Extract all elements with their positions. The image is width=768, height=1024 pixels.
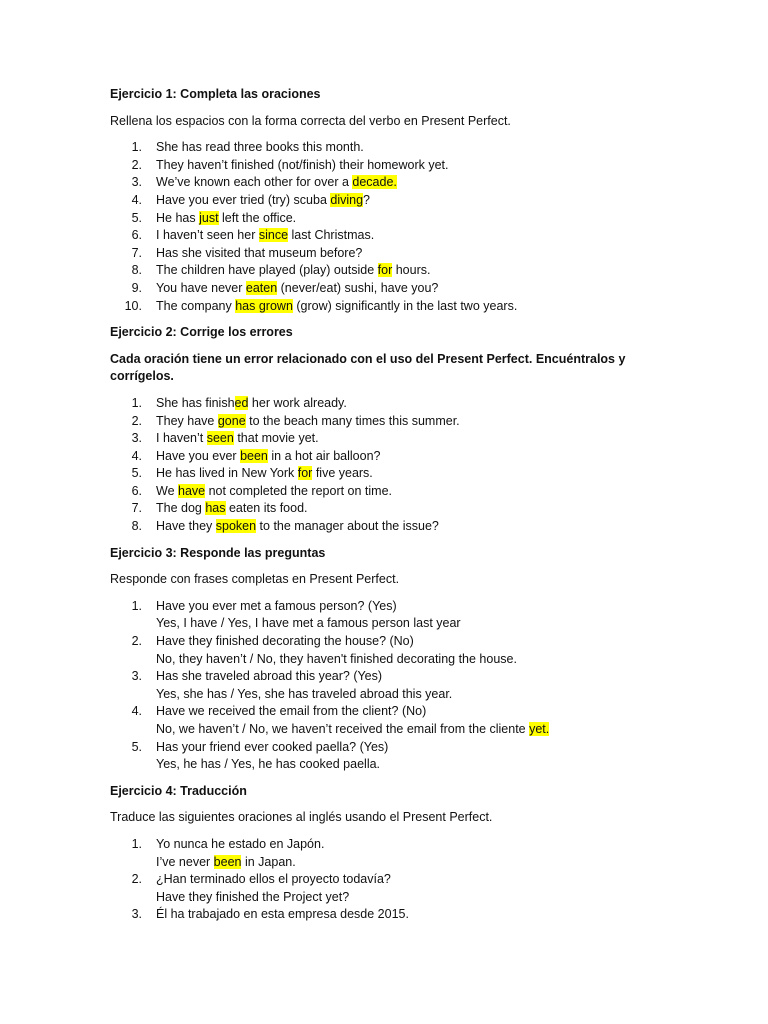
item-text: five years. [312, 466, 373, 481]
answer-text [156, 686, 650, 704]
list-item [110, 668, 650, 703]
highlighted-text: for [297, 466, 313, 481]
item-number: 1. [131, 140, 142, 155]
list-item [110, 598, 650, 633]
item-text: (grow) significantly in the last two years. [292, 298, 518, 313]
exercise-2-title: Ejercicio 2: Corrige los errores [110, 325, 293, 340]
item-text: They haven’t finished (not/finish) their homework yet. [156, 157, 449, 172]
item-number: 3. [131, 907, 142, 922]
item-text: hours. [392, 263, 431, 278]
item-text: that movie yet. [233, 431, 319, 446]
list-item [110, 157, 650, 175]
highlighted-text: just [199, 210, 219, 225]
list-item [110, 448, 650, 466]
exercise-4 [110, 783, 650, 924]
list-item [110, 739, 650, 774]
list-item [110, 245, 650, 263]
question-text: Has she traveled abroad this year? (Yes) [156, 669, 383, 684]
exercise-3-title: Ejercicio 3: Responde las preguntas [110, 545, 326, 560]
item-number: 6. [131, 228, 142, 243]
answer-part: Yes, I have / Yes, I have met a famous person last year [156, 616, 461, 631]
list-item [110, 413, 650, 431]
document-content [110, 86, 650, 933]
answer-text [156, 889, 650, 907]
exercise-1-list [110, 139, 650, 315]
question-text: Yo nunca he estado en Japón. [156, 836, 325, 851]
exercise-4-title: Ejercicio 4: Traducción [110, 783, 247, 798]
highlighted-text: diving [330, 192, 364, 207]
answer-text [156, 651, 650, 669]
highlighted-text: gone [217, 413, 246, 428]
item-text: not completed the report on time. [205, 483, 393, 498]
exercise-1-title: Ejercicio 1: Completa las oraciones [110, 87, 321, 101]
exercise-2-instruction: Cada oración tiene un error relacionado con el uso del Present Perfect. Encuéntralos y corrígelos. [110, 351, 626, 384]
list-item [110, 836, 650, 871]
item-text: We [156, 483, 178, 498]
item-text: (never/eat) sushi, have you? [277, 280, 439, 295]
item-number: 5. [131, 739, 142, 754]
list-item [110, 174, 650, 192]
item-text: You have never [156, 280, 246, 295]
item-text: left the office. [218, 210, 297, 225]
item-text: I haven’t [156, 431, 207, 446]
item-text: I haven’t seen her [156, 228, 259, 243]
item-number: 2. [131, 413, 142, 428]
highlighted-text: since [258, 228, 289, 243]
item-number: 6. [131, 483, 142, 498]
item-text: Have they [156, 519, 216, 534]
list-item [110, 906, 650, 924]
item-number: 4. [131, 704, 142, 719]
item-text: her work already. [248, 395, 347, 410]
item-number: 9. [131, 280, 142, 295]
item-number: 3. [131, 431, 142, 446]
answer-part: Yes, he has / Yes, he has cooked paella. [156, 757, 381, 772]
list-item [110, 227, 650, 245]
item-text: He has [156, 210, 200, 225]
highlighted-text: eaten [245, 280, 278, 295]
highlighted-text: decade. [352, 175, 397, 190]
item-number: 1. [131, 598, 142, 613]
exercise-1-instruction: Rellena los espacios con la forma correcta del verbo en Present Perfect. [110, 113, 511, 128]
exercise-4-list [110, 836, 650, 924]
highlighted-text: yet. [529, 722, 550, 736]
item-number: 1. [131, 836, 142, 851]
item-number: 1. [131, 395, 142, 410]
highlighted-text: spoken [215, 519, 257, 534]
list-item [110, 483, 650, 501]
list-item [110, 871, 650, 906]
answer-text [156, 756, 650, 774]
answer-text [156, 721, 650, 739]
question-text: Have you ever met a famous person? (Yes) [156, 598, 397, 613]
item-number: 7. [131, 245, 142, 260]
item-text: The company [156, 298, 236, 313]
answer-text [156, 615, 650, 633]
item-text: The children have played (play) outside [156, 263, 378, 278]
answer-part: No, we haven’t / No, we haven’t received the email from the cliente [156, 722, 530, 736]
item-text: to the manager about the issue? [256, 519, 439, 534]
exercise-2 [110, 324, 650, 536]
list-item [110, 192, 650, 210]
item-text: Have you ever [156, 448, 241, 463]
answer-part: Have they finished the Project yet? [156, 889, 350, 904]
item-number: 8. [131, 519, 142, 534]
item-text: We’ve known each other for over a [156, 175, 353, 190]
exercise-3-list [110, 598, 650, 774]
list-item [110, 633, 650, 668]
question-text: Have they finished decorating the house? (No) [156, 634, 414, 649]
answer-text [156, 854, 650, 872]
list-item [110, 210, 650, 228]
item-text: The dog [156, 501, 206, 516]
list-item [110, 280, 650, 298]
item-text: ? [363, 192, 370, 207]
question-text: Have we received the email from the client? (No) [156, 704, 427, 719]
list-item [110, 500, 650, 518]
exercise-1 [110, 86, 650, 315]
answer-part: Yes, she has / Yes, she has traveled abroad this year. [156, 686, 453, 701]
item-number: 2. [131, 157, 142, 172]
answer-part: I’ve never [156, 854, 214, 869]
item-text: eaten its food. [225, 501, 308, 516]
exercise-3 [110, 545, 650, 774]
exercise-4-instruction: Traduce las siguientes oraciones al inglés usando el Present Perfect. [110, 810, 493, 825]
list-item [110, 298, 650, 316]
item-text: in a hot air balloon? [267, 448, 381, 463]
item-number: 5. [131, 210, 142, 225]
item-number: 2. [131, 872, 142, 887]
highlighted-text: ed [234, 395, 249, 410]
list-item [110, 262, 650, 280]
list-item [110, 465, 650, 483]
exercise-2-list [110, 395, 650, 536]
item-text: to the beach many times this summer. [245, 413, 460, 428]
item-text: Has she visited that museum before? [156, 245, 363, 260]
item-text: Have you ever tried (try) scuba [156, 192, 331, 207]
item-text: last Christmas. [288, 228, 375, 243]
highlighted-text: for [377, 263, 393, 278]
highlighted-text: seen [206, 431, 234, 446]
answer-part: in Japan. [241, 854, 296, 869]
highlighted-text: has [205, 501, 226, 516]
item-number: 3. [131, 669, 142, 684]
question-text: Has your friend ever cooked paella? (Yes) [156, 739, 389, 754]
highlighted-text: has grown [235, 298, 293, 313]
item-number: 8. [131, 263, 142, 278]
item-number: 5. [131, 466, 142, 481]
list-item [110, 703, 650, 738]
highlighted-text: been [213, 854, 242, 869]
answer-part: No, they haven’t / No, they haven't finished decorating the house. [156, 651, 517, 666]
item-text: They have [156, 413, 218, 428]
question-text: ¿Han terminado ellos el proyecto todavía? [156, 872, 391, 887]
highlighted-text: have [178, 483, 206, 498]
list-item [110, 395, 650, 413]
item-number: 4. [131, 192, 142, 207]
list-item [110, 139, 650, 157]
item-text: She has read three books this month. [156, 140, 364, 155]
item-text: He has lived in New York [156, 466, 298, 481]
item-text: She has finish [156, 395, 235, 410]
question-text: Él ha trabajado en esta empresa desde 2015. [156, 907, 409, 922]
item-number: 7. [131, 501, 142, 516]
item-number: 4. [131, 448, 142, 463]
item-number: 2. [131, 634, 142, 649]
item-number: 10. [124, 298, 142, 313]
list-item [110, 518, 650, 536]
exercise-3-instruction: Responde con frases completas en Present Perfect. [110, 572, 400, 587]
list-item [110, 430, 650, 448]
highlighted-text: been [240, 448, 268, 463]
item-number: 3. [131, 175, 142, 190]
